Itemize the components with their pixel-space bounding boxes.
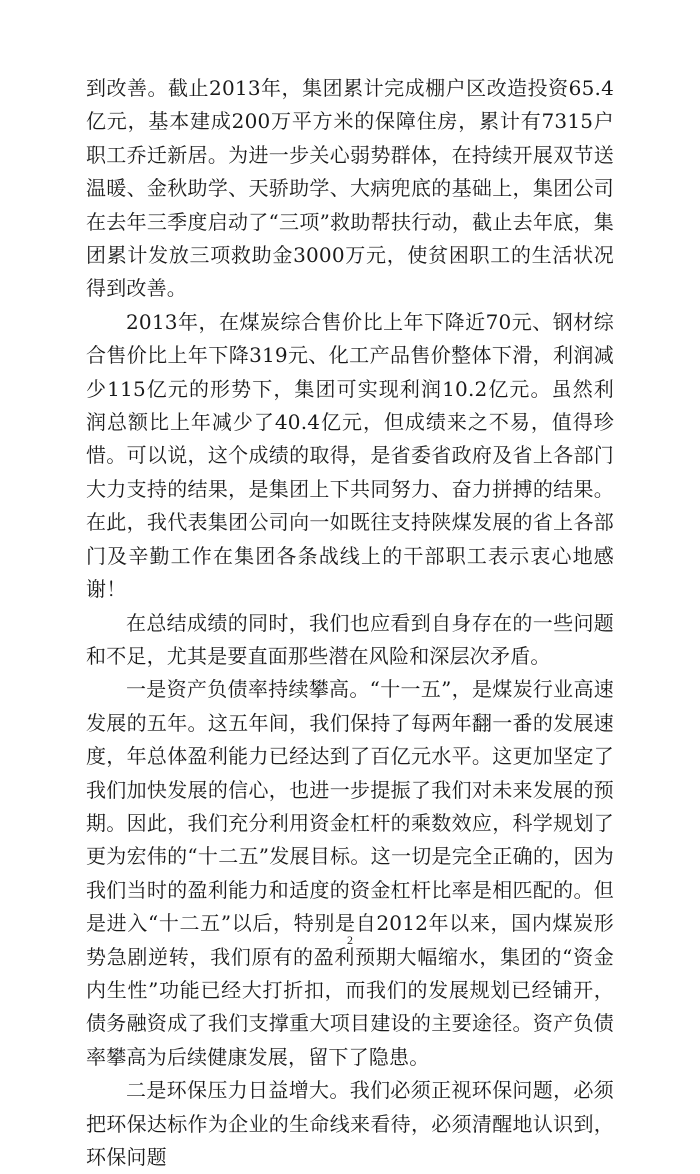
paragraph-profit-2013: 2013年，在煤炭综合售价比上年下降近70元、钢材综合售价比上年下降319元、化工产品售价整体下滑，利润减少115亿元的形势下，集团可实现利润10.2亿元。虽然利润总额比上年减少了40.4亿元，但成绩来之不易，值得珍惜。可以说，这个成绩的取得，是省委省政府及省上各部门大力支持的结果，是集团上下共同努力、奋力拼搏的结果。在此，我代表集团公司向一如既往支持陕煤发展的省上各部门及辛勤工作在集团各条战线上的干部职工表示衷心地感谢！ bbox=[86, 309, 614, 602]
paragraph-debt-ratio: 一是资产负债率持续攀高。“十一五”，是煤炭行业高速发展的五年。这五年间，我们保持了每两年翻一番的发展速度，年总体盈利能力已经达到了百亿元水平。这更加坚定了我们加快发展的信心，也进一步提振了我们对未来发展的预期。因此，我们充分利用资金杠杆的乘数效应，科学规划了更为宏伟的“十二五”发展目标。这一切是完全正确的，因为我们当时的盈利能力和适度的资金杠杆比率是相匹配的。但是进入“十二五”以后，特别是自2012年以来，国内煤炭形势急剧逆转，我们原有的盈利预期大幅缩水，集团的“资金内生性”功能已经大打折扣，而我们的发展规划已经铺开，债务融资成了我们支撑重大项目建设的主要途径。资产负债率攀高为后续健康发展，留下了隐患。 bbox=[86, 677, 614, 1069]
body-text bbox=[86, 72, 614, 1174]
paragraph-problems-intro: 在总结成绩的同时，我们也应看到自身存在的一些问题和不足，尤其是要直面那些潜在风险和深层次矛盾。 bbox=[86, 610, 614, 668]
paragraph-continuation: 到改善。截止2013年，集团累计完成棚户区改造投资65.4亿元，基本建成200万平方米的保障住房，累计有7315户职工乔迁新居。为进一步关心弱势群体，在持续开展双节送温暖、金秋助学、天骄助学、大病兜底的基础上，集团公司在去年三季度启动了“三项”救助帮扶行动，截止去年底，集团累计发放三项救助金3000万元，使贫困职工的生活状况得到改善。 bbox=[86, 76, 614, 301]
paragraph-environment: 二是环保压力日益增大。我们必须正视环保问题，必须把环保达标作为企业的生命线来看待，必须清醒地认识到，环保问题 bbox=[86, 1078, 614, 1169]
page-number: 2 bbox=[347, 933, 353, 947]
